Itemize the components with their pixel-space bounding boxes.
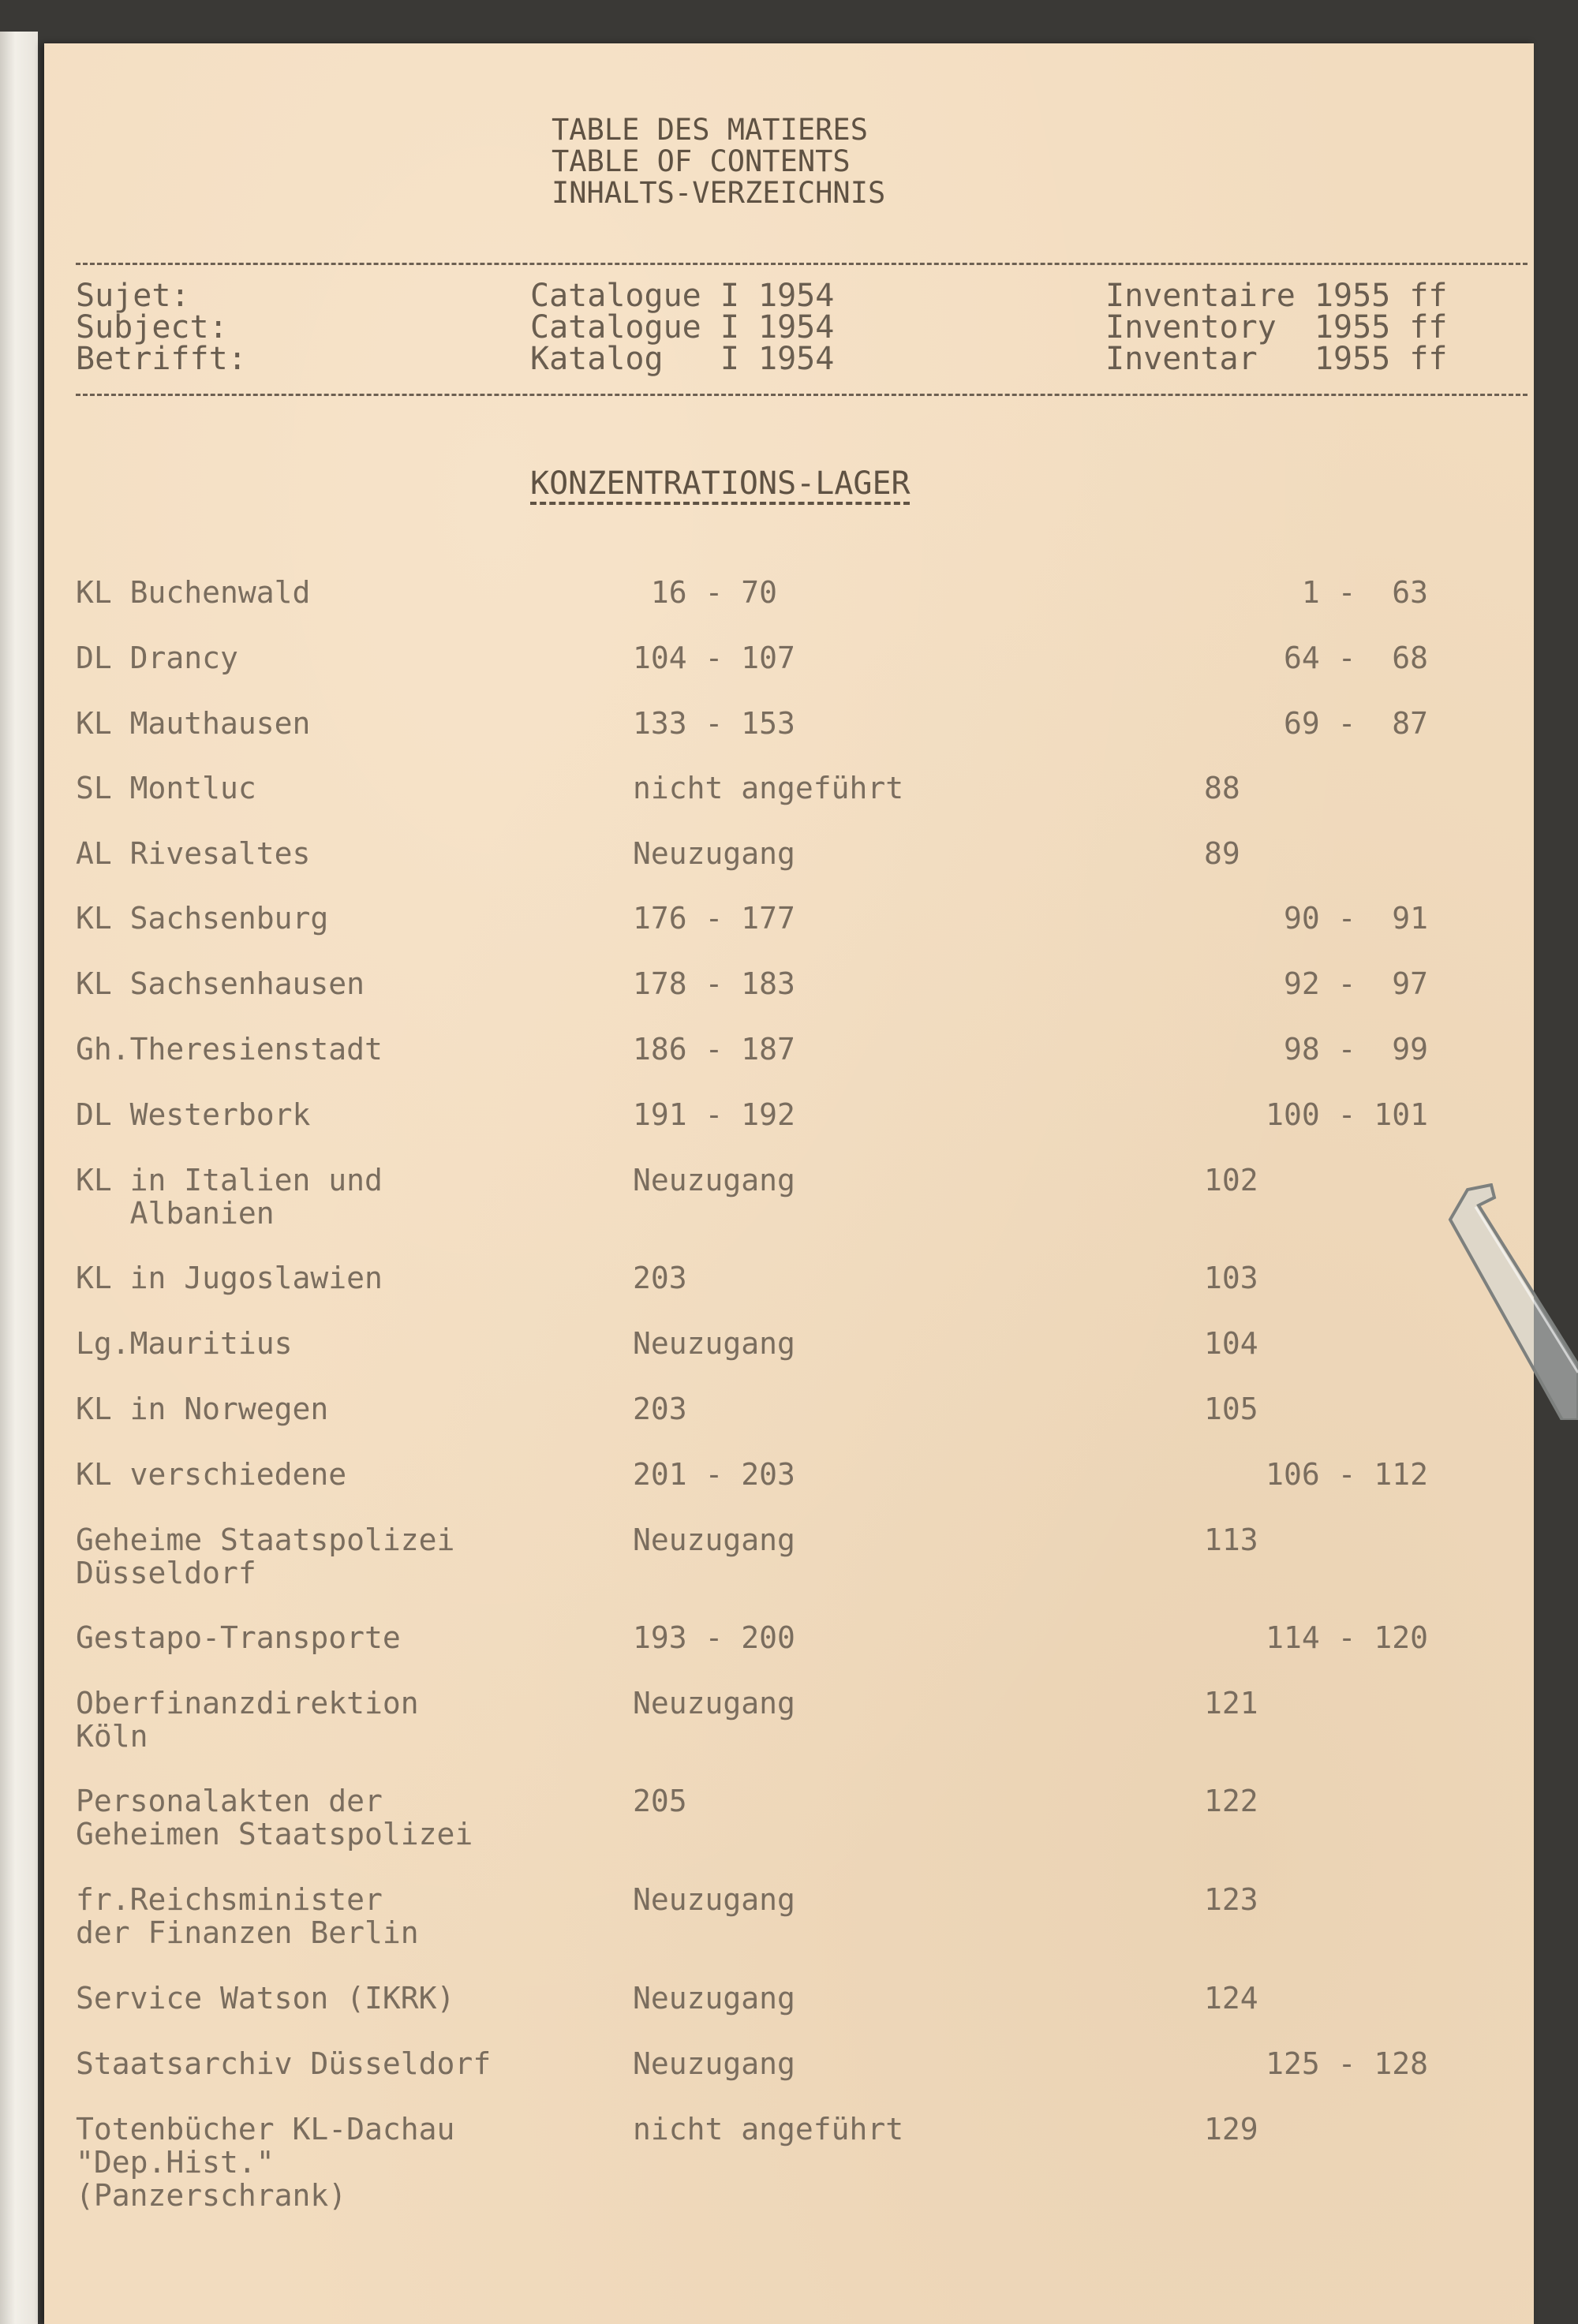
entry-catalogue: 16 - 70 xyxy=(633,575,778,610)
entry-inventory: 64 - 68 xyxy=(1283,641,1428,675)
entry-name: Personalakten der Geheimen Staatspolizei xyxy=(76,1784,473,1851)
entry-inventory: 125 - 128 xyxy=(1266,2046,1428,2081)
entry-inventory: 98 - 99 xyxy=(1283,1032,1428,1067)
entry-name: SL Montluc xyxy=(76,771,256,805)
document-page xyxy=(44,43,1534,2324)
divider-bottom xyxy=(76,394,1528,396)
entry-catalogue: Neuzugang xyxy=(633,1981,795,2016)
entry-catalogue: Neuzugang xyxy=(633,2046,795,2081)
entry-catalogue: 203 xyxy=(633,1392,687,1426)
subject-catalogue-de: Katalog I 1954 xyxy=(530,341,835,377)
entry-name: Oberfinanzdirektion Köln xyxy=(76,1686,419,1754)
entry-name: Geheime Staatspolizei Düsseldorf xyxy=(76,1523,455,1590)
subject-inventory-fr: Inventaire 1955 ff xyxy=(1105,278,1448,314)
entry-catalogue: Neuzugang xyxy=(633,836,795,871)
entry-inventory: 103 xyxy=(1204,1261,1258,1295)
entry-name: KL in Norwegen xyxy=(76,1392,329,1426)
entry-catalogue: 191 - 192 xyxy=(633,1097,795,1132)
entry-name: KL in Jugoslawien xyxy=(76,1261,383,1295)
entry-name: AL Rivesaltes xyxy=(76,836,311,871)
entry-inventory: 69 - 87 xyxy=(1283,706,1428,741)
entry-inventory: 106 - 112 xyxy=(1266,1457,1428,1492)
entry-inventory: 129 xyxy=(1204,2112,1258,2147)
entry-catalogue: 203 xyxy=(633,1261,687,1295)
entry-name: fr.Reichsminister der Finanzen Berlin xyxy=(76,1882,419,1950)
entry-catalogue: 201 - 203 xyxy=(633,1457,795,1492)
entry-name: Totenbücher KL-Dachau "Dep.Hist." (Panzerschrank) xyxy=(76,2112,455,2213)
tweezers-tip xyxy=(1444,1183,1578,1420)
entry-inventory: 104 xyxy=(1204,1326,1258,1361)
entry-catalogue: 176 - 177 xyxy=(633,901,795,936)
entry-catalogue: Neuzugang xyxy=(633,1882,795,1917)
entry-catalogue: 178 - 183 xyxy=(633,966,795,1001)
entry-name: KL Buchenwald xyxy=(76,575,311,610)
entry-inventory: 88 xyxy=(1204,771,1240,805)
adjacent-page-edge xyxy=(0,32,38,2324)
entry-catalogue: 133 - 153 xyxy=(633,706,795,741)
entry-catalogue: 104 - 107 xyxy=(633,641,795,675)
subject-catalogue-en: Catalogue I 1954 xyxy=(530,309,835,346)
entry-catalogue: Neuzugang xyxy=(633,1523,795,1557)
entry-inventory: 114 - 120 xyxy=(1266,1620,1428,1655)
entry-catalogue: Neuzugang xyxy=(633,1163,795,1197)
entry-inventory: 124 xyxy=(1204,1981,1258,2016)
subject-label-fr: Sujet: xyxy=(76,278,190,314)
section-title: KONZENTRATIONS-LAGER xyxy=(530,465,911,502)
subject-label-de: Betrifft: xyxy=(76,341,247,377)
entry-name: KL in Italien und Albanien xyxy=(76,1163,383,1231)
entry-inventory: 90 - 91 xyxy=(1283,901,1428,936)
entry-name: Gestapo-Transporte xyxy=(76,1620,401,1655)
subject-inventory-de: Inventar 1955 ff xyxy=(1105,341,1448,377)
entry-catalogue: 186 - 187 xyxy=(633,1032,795,1067)
entry-inventory: 1 - 63 xyxy=(1301,575,1428,610)
title-french: TABLE DES MATIERES xyxy=(552,113,868,147)
entry-catalogue: Neuzugang xyxy=(633,1686,795,1721)
subject-inventory-en: Inventory 1955 ff xyxy=(1105,309,1448,346)
entry-name: Service Watson (IKRK) xyxy=(76,1981,455,2016)
entry-name: KL Sachsenhausen xyxy=(76,966,365,1001)
entry-name: KL Mauthausen xyxy=(76,706,311,741)
entry-inventory: 100 - 101 xyxy=(1266,1097,1428,1132)
entry-inventory: 92 - 97 xyxy=(1283,966,1428,1001)
entry-inventory: 122 xyxy=(1204,1784,1258,1818)
entry-name: KL Sachsenburg xyxy=(76,901,329,936)
entry-name: DL Westerbork xyxy=(76,1097,311,1132)
entry-inventory: 123 xyxy=(1204,1882,1258,1917)
subject-label-en: Subject: xyxy=(76,309,228,346)
entry-inventory: 102 xyxy=(1204,1163,1258,1197)
entry-catalogue: 205 xyxy=(633,1784,687,1818)
entry-catalogue: nicht angeführt xyxy=(633,2112,904,2147)
entry-catalogue: Neuzugang xyxy=(633,1326,795,1361)
entry-name: DL Drancy xyxy=(76,641,238,675)
entry-inventory: 105 xyxy=(1204,1392,1258,1426)
entry-name: Staatsarchiv Düsseldorf xyxy=(76,2046,492,2081)
entry-inventory: 113 xyxy=(1204,1523,1258,1557)
entry-inventory: 121 xyxy=(1204,1686,1258,1721)
entry-name: Gh.Theresienstadt xyxy=(76,1032,383,1067)
entry-inventory: 89 xyxy=(1204,836,1240,871)
entry-catalogue: nicht angeführt xyxy=(633,771,904,805)
title-english: TABLE OF CONTENTS xyxy=(552,144,851,178)
divider-top xyxy=(76,263,1528,265)
entry-name: KL verschiedene xyxy=(76,1457,347,1492)
title-german: INHALTS-VERZEICHNIS xyxy=(552,176,886,210)
entry-catalogue: 193 - 200 xyxy=(633,1620,795,1655)
subject-catalogue-fr: Catalogue I 1954 xyxy=(530,278,835,314)
entry-name: Lg.Mauritius xyxy=(76,1326,293,1361)
